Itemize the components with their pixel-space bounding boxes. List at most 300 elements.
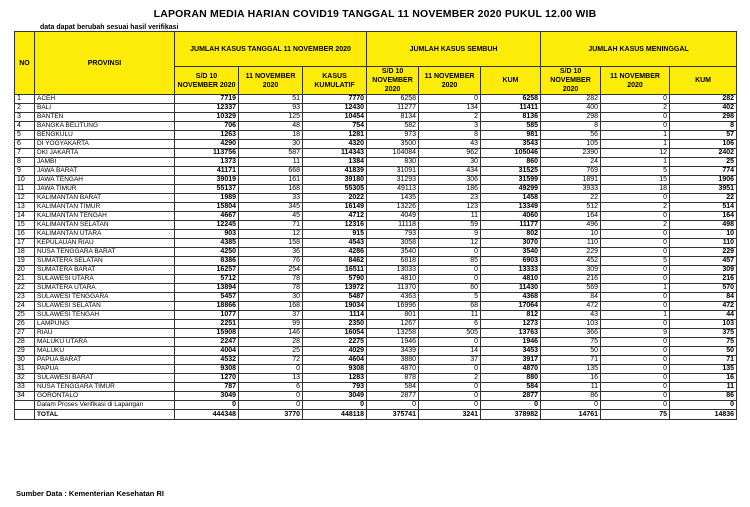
cell-meninggal-today: 5: [601, 167, 670, 176]
cell-sembuh-today: 0: [419, 95, 481, 104]
cell-province-name: PAPUA: [35, 365, 175, 374]
cell-row-number: 31: [15, 365, 35, 374]
cell-kasus-today: 28: [239, 338, 303, 347]
cell-kasus-kumulatif: 4286: [303, 248, 367, 257]
cell-meninggal-today: 2: [601, 104, 670, 113]
cell-meninggal-sd: 366: [541, 329, 601, 338]
table-row: [15, 329, 737, 338]
cell-meninggal-kum: 71: [670, 356, 737, 365]
table-row: [15, 338, 737, 347]
cell-meninggal-today: 5: [601, 257, 670, 266]
cell-meninggal-sd: 14761: [541, 410, 601, 420]
cell-meninggal-today: 1: [601, 131, 670, 140]
cell-kasus-kumulatif: 1281: [303, 131, 367, 140]
cell-meninggal-sd: 84: [541, 293, 601, 302]
cell-meninggal-today: 75: [601, 410, 670, 420]
cell-kasus-today: 99: [239, 320, 303, 329]
cell-meninggal-sd: 1891: [541, 176, 601, 185]
cell-kasus-today: 12: [239, 230, 303, 239]
cell-meninggal-today: 2: [601, 203, 670, 212]
cell-kasus-kumulatif: 10454: [303, 113, 367, 122]
cell-sembuh-sd: 11370: [367, 284, 419, 293]
cell-meninggal-sd: 452: [541, 257, 601, 266]
cell-meninggal-kum: 106: [670, 140, 737, 149]
cell-row-number: 13: [15, 203, 35, 212]
cell-meninggal-today: 0: [601, 248, 670, 257]
cell-row-number: 18: [15, 248, 35, 257]
cell-kasus-today: 45: [239, 212, 303, 221]
cell-meninggal-sd: 216: [541, 275, 601, 284]
table-row: [15, 185, 737, 194]
cell-meninggal-today: 0: [601, 392, 670, 401]
cell-province-name: BANTEN: [35, 113, 175, 122]
table-row: [15, 203, 737, 212]
cell-sembuh-kum: 49299: [481, 185, 541, 194]
cell-meninggal-kum: 11: [670, 383, 737, 392]
cell-sembuh-sd: 4363: [367, 293, 419, 302]
header-sembuh-kum: KUM: [481, 67, 541, 95]
header-group-kasus: JUMLAH KASUS TANGGAL 11 NOVEMBER 2020: [175, 32, 367, 67]
cell-province-name: GORONTALO: [35, 392, 175, 401]
cell-meninggal-today: 1: [601, 311, 670, 320]
cell-kasus-kumulatif: 13972: [303, 284, 367, 293]
cell-kasus-today: 13: [239, 374, 303, 383]
cell-province-name: BALI: [35, 104, 175, 113]
cell-meninggal-kum: 514: [670, 203, 737, 212]
cell-sembuh-sd: 11118: [367, 221, 419, 230]
cell-kasus-kumulatif: 1114: [303, 311, 367, 320]
cell-meninggal-kum: 50: [670, 347, 737, 356]
cell-kasus-kumulatif: 12316: [303, 221, 367, 230]
cell-kasus-sd: 39019: [175, 176, 239, 185]
data-source: Sumber Data : Kementerian Kesehatan RI: [16, 489, 164, 498]
cell-row-number: 3: [15, 113, 35, 122]
cell-province-name: SULAWESI UTARA: [35, 275, 175, 284]
cell-meninggal-sd: 24: [541, 158, 601, 167]
cell-meninggal-sd: 164: [541, 212, 601, 221]
cell-province-name: Dalam Proses Verifikasi di Lapangan: [35, 401, 175, 410]
cell-kasus-sd: 55137: [175, 185, 239, 194]
table-row: [15, 284, 737, 293]
cell-meninggal-today: 0: [601, 293, 670, 302]
table-row: [15, 266, 737, 275]
cell-row-number: 20: [15, 266, 35, 275]
cell-sembuh-sd: 4870: [367, 365, 419, 374]
cell-meninggal-kum: 298: [670, 113, 737, 122]
cell-meninggal-kum: 16: [670, 374, 737, 383]
cell-kasus-sd: 8386: [175, 257, 239, 266]
cell-meninggal-sd: 50: [541, 347, 601, 356]
cell-kasus-kumulatif: 2275: [303, 338, 367, 347]
cell-meninggal-sd: 75: [541, 338, 601, 347]
header-group-sembuh: JUMLAH KASUS SEMBUH: [367, 32, 541, 67]
cell-province-name: SULAWESI SELATAN: [35, 302, 175, 311]
cell-kasus-sd: 9308: [175, 365, 239, 374]
cell-meninggal-today: 0: [601, 113, 670, 122]
cell-kasus-sd: 13894: [175, 284, 239, 293]
cell-meninggal-today: 0: [601, 230, 670, 239]
cell-sembuh-sd: 3500: [367, 140, 419, 149]
cell-sembuh-kum: 812: [481, 311, 541, 320]
cell-province-name: JAWA TENGAH: [35, 176, 175, 185]
cell-kasus-kumulatif: 4029: [303, 347, 367, 356]
cell-kasus-kumulatif: 9308: [303, 365, 367, 374]
cell-kasus-today: 254: [239, 266, 303, 275]
cell-kasus-sd: 10329: [175, 113, 239, 122]
cell-meninggal-kum: 375: [670, 329, 737, 338]
cell-sembuh-sd: 3439: [367, 347, 419, 356]
cell-sembuh-kum: 13333: [481, 266, 541, 275]
cell-province-name: PAPUA BARAT: [35, 356, 175, 365]
cell-sembuh-sd: 582: [367, 122, 419, 131]
cell-kasus-kumulatif: 915: [303, 230, 367, 239]
cell-sembuh-today: 9: [419, 230, 481, 239]
cell-sembuh-kum: 11411: [481, 104, 541, 113]
cell-meninggal-today: 0: [601, 194, 670, 203]
cell-meninggal-kum: 103: [670, 320, 737, 329]
cell-province-name: SULAWESI BARAT: [35, 374, 175, 383]
cell-meninggal-kum: 135: [670, 365, 737, 374]
cell-sembuh-today: 0: [419, 275, 481, 284]
cell-meninggal-today: 0: [601, 302, 670, 311]
table-row: [15, 356, 737, 365]
cell-kasus-today: 0: [239, 365, 303, 374]
cell-meninggal-sd: 282: [541, 95, 601, 104]
cell-meninggal-kum: 84: [670, 293, 737, 302]
cell-kasus-today: 76: [239, 257, 303, 266]
cell-sembuh-kum: 860: [481, 158, 541, 167]
cell-kasus-sd: 113756: [175, 149, 239, 158]
cell-meninggal-sd: 16: [541, 374, 601, 383]
cell-kasus-kumulatif: 5487: [303, 293, 367, 302]
cell-sembuh-kum: 3453: [481, 347, 541, 356]
cell-sembuh-today: 6: [419, 320, 481, 329]
cell-meninggal-kum: 229: [670, 248, 737, 257]
cell-kasus-today: 6: [239, 383, 303, 392]
cell-meninggal-today: 1: [601, 158, 670, 167]
cell-meninggal-kum: 0: [670, 401, 737, 410]
cell-sembuh-kum: 4060: [481, 212, 541, 221]
cell-row-number: 23: [15, 293, 35, 302]
cell-sembuh-kum: 3540: [481, 248, 541, 257]
cell-meninggal-sd: 400: [541, 104, 601, 113]
cell-row-number: 17: [15, 239, 35, 248]
cell-kasus-today: 30: [239, 293, 303, 302]
table-row: [15, 104, 737, 113]
cell-sembuh-kum: 0: [481, 401, 541, 410]
cell-sembuh-sd: 584: [367, 383, 419, 392]
cell-meninggal-sd: 769: [541, 167, 601, 176]
cell-kasus-sd: 5712: [175, 275, 239, 284]
cell-kasus-sd: 15804: [175, 203, 239, 212]
cell-kasus-today: 158: [239, 239, 303, 248]
cell-sembuh-kum: 11177: [481, 221, 541, 230]
cell-sembuh-today: 68: [419, 302, 481, 311]
table-row: [15, 167, 737, 176]
cell-sembuh-today: 962: [419, 149, 481, 158]
cell-kasus-sd: 2251: [175, 320, 239, 329]
cell-row-number: 30: [15, 356, 35, 365]
cell-kasus-kumulatif: 1384: [303, 158, 367, 167]
cell-province-name: DI YOGYAKARTA: [35, 140, 175, 149]
cell-kasus-kumulatif: 8462: [303, 257, 367, 266]
cell-kasus-today: 71: [239, 221, 303, 230]
cell-kasus-today: 78: [239, 284, 303, 293]
table-row: [15, 113, 737, 122]
cell-sembuh-kum: 31525: [481, 167, 541, 176]
cell-meninggal-sd: 472: [541, 302, 601, 311]
cell-kasus-today: 36: [239, 248, 303, 257]
table-row: [15, 158, 737, 167]
table-row: [15, 248, 737, 257]
cell-sembuh-today: 8: [419, 131, 481, 140]
cell-province-name: TOTAL: [35, 410, 175, 420]
header-no: NO: [15, 32, 35, 95]
cell-row-number: 4: [15, 122, 35, 131]
table-row: [15, 302, 737, 311]
header-kasus-sd: S/D 10 NOVEMBER 2020: [175, 67, 239, 95]
cell-sembuh-kum: 13349: [481, 203, 541, 212]
cell-kasus-kumulatif: 0: [303, 401, 367, 410]
cell-sembuh-today: 5: [419, 293, 481, 302]
cell-meninggal-sd: 22: [541, 194, 601, 203]
cell-kasus-today: 161: [239, 176, 303, 185]
cell-row-number: 21: [15, 275, 35, 284]
cell-row-number: 34: [15, 392, 35, 401]
cell-row-number: 29: [15, 347, 35, 356]
cell-sembuh-today: 12: [419, 239, 481, 248]
cell-kasus-sd: 4004: [175, 347, 239, 356]
table-row: [15, 293, 737, 302]
cell-sembuh-sd: 4810: [367, 275, 419, 284]
cell-kasus-sd: 903: [175, 230, 239, 239]
cell-kasus-kumulatif: 16511: [303, 266, 367, 275]
cell-kasus-kumulatif: 4320: [303, 140, 367, 149]
cell-meninggal-kum: 472: [670, 302, 737, 311]
cell-sembuh-today: 3241: [419, 410, 481, 420]
cell-sembuh-today: 60: [419, 284, 481, 293]
cell-meninggal-today: 1: [601, 140, 670, 149]
cell-meninggal-sd: 298: [541, 113, 601, 122]
cell-province-name: JAWA BARAT: [35, 167, 175, 176]
cell-row-number: 12: [15, 194, 35, 203]
cell-row-number: 7: [15, 149, 35, 158]
cell-kasus-kumulatif: 2022: [303, 194, 367, 203]
cell-sembuh-sd: 801: [367, 311, 419, 320]
cell-sembuh-kum: 3543: [481, 140, 541, 149]
cell-sembuh-kum: 3070: [481, 239, 541, 248]
cell-kasus-today: 168: [239, 302, 303, 311]
cell-kasus-today: 93: [239, 104, 303, 113]
cell-kasus-today: 48: [239, 122, 303, 131]
cell-sembuh-kum: 4870: [481, 365, 541, 374]
cell-kasus-today: 668: [239, 167, 303, 176]
cell-meninggal-sd: 0: [541, 401, 601, 410]
cell-sembuh-today: 0: [419, 266, 481, 275]
cell-sembuh-today: 85: [419, 257, 481, 266]
cell-kasus-kumulatif: 19034: [303, 302, 367, 311]
cell-kasus-kumulatif: 3049: [303, 392, 367, 401]
cell-meninggal-today: 12: [601, 149, 670, 158]
cell-sembuh-sd: 31091: [367, 167, 419, 176]
cell-meninggal-sd: 56: [541, 131, 601, 140]
cell-meninggal-today: 0: [601, 275, 670, 284]
cell-sembuh-today: 123: [419, 203, 481, 212]
table-row: [15, 320, 737, 329]
cell-meninggal-today: 0: [601, 266, 670, 275]
cell-meninggal-sd: 3933: [541, 185, 601, 194]
cell-meninggal-today: 0: [601, 239, 670, 248]
cell-meninggal-sd: 110: [541, 239, 601, 248]
cell-kasus-sd: 12245: [175, 221, 239, 230]
cell-meninggal-kum: 8: [670, 122, 737, 131]
covid-provinces-table: [14, 31, 737, 420]
cell-sembuh-today: 0: [419, 338, 481, 347]
table-row: [15, 122, 737, 131]
table-row: [15, 221, 737, 230]
cell-row-number: 6: [15, 140, 35, 149]
cell-sembuh-sd: 3058: [367, 239, 419, 248]
cell-sembuh-today: 43: [419, 140, 481, 149]
cell-kasus-kumulatif: 55305: [303, 185, 367, 194]
cell-province-name: KALIMANTAN BARAT: [35, 194, 175, 203]
cell-province-name: NUSA TENGGARA BARAT: [35, 248, 175, 257]
cell-meninggal-today: 0: [601, 383, 670, 392]
cell-kasus-sd: 1270: [175, 374, 239, 383]
cell-meninggal-sd: 569: [541, 284, 601, 293]
cell-sembuh-kum: 6258: [481, 95, 541, 104]
cell-kasus-kumulatif: 1283: [303, 374, 367, 383]
cell-kasus-sd: 3049: [175, 392, 239, 401]
cell-meninggal-sd: 229: [541, 248, 601, 257]
cell-sembuh-kum: 8136: [481, 113, 541, 122]
cell-meninggal-kum: 402: [670, 104, 737, 113]
cell-sembuh-today: 11: [419, 212, 481, 221]
cell-sembuh-kum: 17064: [481, 302, 541, 311]
cell-row-number: 11: [15, 185, 35, 194]
table-row: [15, 149, 737, 158]
cell-sembuh-kum: 3917: [481, 356, 541, 365]
cell-meninggal-kum: 75: [670, 338, 737, 347]
cell-sembuh-sd: 3540: [367, 248, 419, 257]
cell-kasus-sd: 5457: [175, 293, 239, 302]
cell-sembuh-today: 505: [419, 329, 481, 338]
cell-sembuh-sd: 1267: [367, 320, 419, 329]
cell-sembuh-sd: 878: [367, 374, 419, 383]
cell-province-name: ACEH: [35, 95, 175, 104]
cell-sembuh-sd: 104084: [367, 149, 419, 158]
cell-meninggal-today: 0: [601, 122, 670, 131]
table-row: [15, 365, 737, 374]
table-row: [15, 212, 737, 221]
cell-sembuh-kum: 2877: [481, 392, 541, 401]
cell-meninggal-today: 0: [601, 320, 670, 329]
cell-sembuh-kum: 105046: [481, 149, 541, 158]
table-row: [15, 176, 737, 185]
cell-sembuh-today: 0: [419, 248, 481, 257]
cell-sembuh-today: 14: [419, 347, 481, 356]
cell-sembuh-kum: 802: [481, 230, 541, 239]
cell-sembuh-today: 2: [419, 113, 481, 122]
cell-row-number: [15, 410, 35, 420]
cell-meninggal-sd: 86: [541, 392, 601, 401]
cell-province-name: KALIMANTAN TIMUR: [35, 203, 175, 212]
table-row: [15, 239, 737, 248]
cell-kasus-kumulatif: 12430: [303, 104, 367, 113]
cell-row-number: 22: [15, 284, 35, 293]
cell-meninggal-today: 2: [601, 221, 670, 230]
total-row: [15, 410, 737, 420]
cell-row-number: 33: [15, 383, 35, 392]
cell-meninggal-today: 0: [601, 401, 670, 410]
table-row: [15, 95, 737, 104]
cell-kasus-sd: 706: [175, 122, 239, 131]
cell-kasus-kumulatif: 16149: [303, 203, 367, 212]
cell-kasus-today: 0: [239, 392, 303, 401]
cell-kasus-sd: 1263: [175, 131, 239, 140]
cell-row-number: [15, 401, 35, 410]
cell-kasus-today: 78: [239, 275, 303, 284]
cell-row-number: 25: [15, 311, 35, 320]
table-row: [15, 383, 737, 392]
cell-meninggal-kum: 1906: [670, 176, 737, 185]
cell-meninggal-today: 15: [601, 176, 670, 185]
cell-meninggal-kum: 309: [670, 266, 737, 275]
cell-meninggal-sd: 135: [541, 365, 601, 374]
cell-meninggal-sd: 10: [541, 230, 601, 239]
verification-note: data dapat berubah sesuai hasil verifikasi: [40, 24, 179, 31]
cell-sembuh-today: 186: [419, 185, 481, 194]
header-sembuh-today: 11 NOVEMBER 2020: [419, 67, 481, 95]
cell-row-number: 28: [15, 338, 35, 347]
cell-province-name: SUMATERA UTARA: [35, 284, 175, 293]
cell-province-name: MALUKU: [35, 347, 175, 356]
cell-meninggal-kum: 216: [670, 275, 737, 284]
cell-row-number: 1: [15, 95, 35, 104]
cell-sembuh-sd: 2877: [367, 392, 419, 401]
cell-row-number: 16: [15, 230, 35, 239]
cell-kasus-sd: 4385: [175, 239, 239, 248]
cell-meninggal-sd: 309: [541, 266, 601, 275]
cell-meninggal-kum: 22: [670, 194, 737, 203]
cell-kasus-kumulatif: 793: [303, 383, 367, 392]
cell-meninggal-today: 1: [601, 284, 670, 293]
table-row: [15, 392, 737, 401]
cell-row-number: 10: [15, 176, 35, 185]
cell-kasus-sd: 4290: [175, 140, 239, 149]
cell-sembuh-kum: 13763: [481, 329, 541, 338]
cell-meninggal-today: 0: [601, 95, 670, 104]
cell-kasus-today: 587: [239, 149, 303, 158]
table-row: [15, 131, 737, 140]
cell-kasus-sd: 1373: [175, 158, 239, 167]
cell-province-name: KEPULAUAN RIAU: [35, 239, 175, 248]
cell-sembuh-sd: 8134: [367, 113, 419, 122]
cell-sembuh-today: 11: [419, 311, 481, 320]
cell-sembuh-sd: 3880: [367, 356, 419, 365]
cell-province-name: KALIMANTAN UTARA: [35, 230, 175, 239]
header-meninggal-today: 11 NOVEMBER 2020: [601, 67, 670, 95]
cell-kasus-today: 146: [239, 329, 303, 338]
cell-sembuh-sd: 0: [367, 401, 419, 410]
cell-sembuh-kum: 1273: [481, 320, 541, 329]
cell-meninggal-today: 0: [601, 365, 670, 374]
header-provinsi: PROVINSI: [35, 32, 175, 95]
cell-kasus-today: 345: [239, 203, 303, 212]
cell-kasus-today: 33: [239, 194, 303, 203]
cell-sembuh-sd: 49113: [367, 185, 419, 194]
cell-meninggal-kum: 10: [670, 230, 737, 239]
